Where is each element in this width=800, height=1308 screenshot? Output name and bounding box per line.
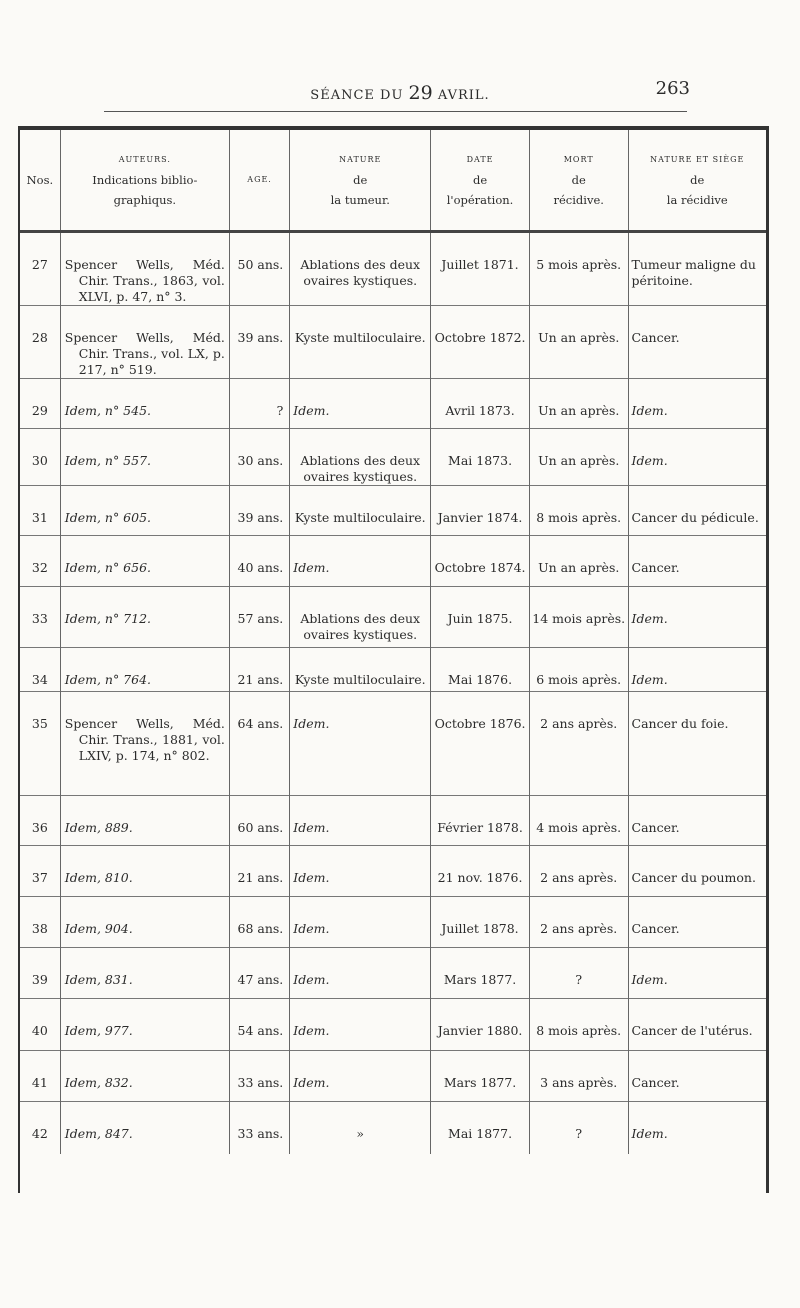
col-tumor-cap: NATURE xyxy=(339,155,382,164)
cell-author-reference xyxy=(60,536,229,587)
recurrence-site-text: Idem. xyxy=(631,1126,668,1141)
author-reference-text: Idem, 889. xyxy=(64,820,133,835)
cell-operation-date xyxy=(431,648,530,692)
operation-date-text: Mai 1876. xyxy=(448,672,513,687)
cell-author-reference xyxy=(60,1051,229,1102)
cell-case-number xyxy=(20,232,60,306)
cell-tumor-nature xyxy=(290,379,431,429)
cell-case-number xyxy=(20,486,60,536)
col-date-line2: l'opération. xyxy=(446,193,514,207)
cell-operation-date xyxy=(431,1102,530,1154)
operation-date-text: Juillet 1871. xyxy=(441,257,519,272)
cell-recurrence-site xyxy=(628,999,766,1051)
cell-death-from-recurrence xyxy=(529,648,628,692)
table-row xyxy=(20,1102,766,1154)
tumor-nature-text: Idem. xyxy=(293,560,330,575)
author-reference-text: Idem, n° 557. xyxy=(64,453,152,468)
cell-operation-date xyxy=(431,379,530,429)
author-reference-text: Spencer Wells, Méd. Chir. Trans., 1881, vol. LXIV, p. 174, n° 802. xyxy=(64,716,225,763)
title-prefix: SÉANCE DU xyxy=(310,88,409,103)
cell-operation-date xyxy=(431,796,530,846)
case-number-text: 38 xyxy=(31,921,48,936)
recurrence-site-text: Cancer de l'utérus. xyxy=(631,1023,753,1038)
author-reference-text: Idem, n° 545. xyxy=(64,403,152,418)
operation-date-text: Janvier 1874. xyxy=(437,510,523,525)
operation-date-text: Février 1878. xyxy=(437,820,523,835)
page-number: 263 xyxy=(655,78,690,99)
author-reference-text: Idem, 831. xyxy=(64,972,133,987)
recurrence-site-text: Cancer du poumon. xyxy=(631,870,756,885)
col-header-num xyxy=(20,130,60,232)
death-from-recurrence-text: 14 mois après. xyxy=(532,611,626,626)
tumor-nature-text: Kyste multiloculaire. xyxy=(294,330,426,345)
cell-patient-age xyxy=(229,587,289,648)
cell-author-reference xyxy=(60,587,229,648)
operation-date-text: Mai 1873. xyxy=(448,453,513,468)
col-header-age xyxy=(229,130,289,232)
tumor-nature-text: » xyxy=(356,1126,365,1141)
death-from-recurrence-text: ? xyxy=(575,972,583,987)
operation-date-text: Juin 1875. xyxy=(447,611,513,626)
cell-tumor-nature xyxy=(290,1051,431,1102)
death-from-recurrence-text: Un an après. xyxy=(538,403,620,418)
operation-date-text: Mars 1877. xyxy=(443,972,517,987)
death-from-recurrence-text: 4 mois après. xyxy=(536,820,622,835)
patient-age-text: 54 ans. xyxy=(237,1023,284,1038)
tumor-nature-text: Ablations des deux ovaires kystiques. xyxy=(300,453,421,484)
tumor-nature-text: Ablations des deux ovaires kystiques. xyxy=(300,611,421,642)
death-from-recurrence-text: 2 ans après. xyxy=(540,921,618,936)
table-row xyxy=(20,429,766,486)
cell-author-reference xyxy=(60,796,229,846)
case-number-text: 39 xyxy=(31,972,48,987)
death-from-recurrence-text: ? xyxy=(575,1126,583,1141)
cell-recurrence-site xyxy=(628,429,766,486)
cell-patient-age xyxy=(229,306,289,379)
cell-author-reference xyxy=(60,232,229,306)
cell-case-number xyxy=(20,692,60,796)
cases-table-frame xyxy=(18,126,769,1193)
table-row xyxy=(20,796,766,846)
patient-age-text: 57 ans. xyxy=(237,611,284,626)
cell-tumor-nature xyxy=(290,648,431,692)
col-recurrence-cap: NATURE ET SIÈGE xyxy=(650,155,745,164)
cell-recurrence-site xyxy=(628,897,766,948)
cell-author-reference xyxy=(60,948,229,999)
table-row xyxy=(20,486,766,536)
cell-author-reference xyxy=(60,846,229,897)
table-row xyxy=(20,232,766,306)
cell-case-number xyxy=(20,1102,60,1154)
death-from-recurrence-text: 8 mois après. xyxy=(536,510,622,525)
author-reference-text: Idem, n° 605. xyxy=(64,510,152,525)
case-number-text: 36 xyxy=(31,820,48,835)
cell-patient-age xyxy=(229,232,289,306)
cell-recurrence-site xyxy=(628,692,766,796)
cell-operation-date xyxy=(431,486,530,536)
cell-case-number xyxy=(20,587,60,648)
table-body xyxy=(20,232,766,1154)
cell-case-number xyxy=(20,846,60,897)
recurrence-site-text: Idem. xyxy=(631,611,668,626)
cell-author-reference xyxy=(60,648,229,692)
cell-recurrence-site xyxy=(628,232,766,306)
author-reference-text: Idem, 977. xyxy=(64,1023,133,1038)
death-from-recurrence-text: 2 ans après. xyxy=(540,870,618,885)
col-header-tumor xyxy=(290,130,431,232)
col-date-cap: DATE xyxy=(466,155,494,164)
cell-patient-age xyxy=(229,948,289,999)
death-from-recurrence-text: 6 mois après. xyxy=(536,672,622,687)
operation-date-text: Mai 1877. xyxy=(448,1126,513,1141)
author-reference-text: Idem, n° 712. xyxy=(64,611,152,626)
cell-operation-date xyxy=(431,429,530,486)
cell-patient-age xyxy=(229,796,289,846)
col-header-recurrence xyxy=(628,130,766,232)
cell-recurrence-site xyxy=(628,1051,766,1102)
death-from-recurrence-text: 2 ans après. xyxy=(540,716,618,731)
cell-case-number xyxy=(20,379,60,429)
patient-age-text: 47 ans. xyxy=(237,972,284,987)
cell-case-number xyxy=(20,306,60,379)
cell-death-from-recurrence xyxy=(529,379,628,429)
recurrence-site-text: Cancer. xyxy=(631,330,680,345)
cell-tumor-nature xyxy=(290,486,431,536)
case-number-text: 40 xyxy=(31,1023,48,1038)
col-num-label: Nos. xyxy=(26,173,54,187)
author-reference-text: Idem, 904. xyxy=(64,921,133,936)
cell-author-reference xyxy=(60,1102,229,1154)
table-row xyxy=(20,1051,766,1102)
cell-case-number xyxy=(20,796,60,846)
col-recurrence-line2: la récidive xyxy=(666,193,728,207)
cell-death-from-recurrence xyxy=(529,306,628,379)
cell-author-reference xyxy=(60,486,229,536)
tumor-nature-text: Idem. xyxy=(293,870,330,885)
cases-table xyxy=(20,130,766,1154)
case-number-text: 27 xyxy=(31,257,48,272)
cell-recurrence-site xyxy=(628,648,766,692)
col-header-date xyxy=(431,130,530,232)
author-reference-text: Idem, 810. xyxy=(64,870,133,885)
tumor-nature-text: Idem. xyxy=(293,1075,330,1090)
cell-patient-age xyxy=(229,648,289,692)
operation-date-text: Avril 1873. xyxy=(445,403,515,418)
recurrence-site-text: Idem. xyxy=(631,672,668,687)
table-row xyxy=(20,587,766,648)
cell-tumor-nature xyxy=(290,692,431,796)
col-death-line2: récidive. xyxy=(553,193,604,207)
cell-operation-date xyxy=(431,897,530,948)
author-reference-text: Idem, n° 764. xyxy=(64,672,152,687)
cell-death-from-recurrence xyxy=(529,999,628,1051)
recurrence-site-text: Idem. xyxy=(631,972,668,987)
table-row xyxy=(20,846,766,897)
cell-case-number xyxy=(20,429,60,486)
author-reference-text: Idem, n° 656. xyxy=(64,560,152,575)
patient-age-text: 39 ans. xyxy=(237,510,284,525)
table-row xyxy=(20,692,766,796)
operation-date-text: Janvier 1880. xyxy=(437,1023,523,1038)
case-number-text: 29 xyxy=(31,403,48,418)
patient-age-text: 33 ans. xyxy=(237,1075,284,1090)
recurrence-site-text: Cancer du foie. xyxy=(631,716,729,731)
table-row xyxy=(20,948,766,999)
cell-author-reference xyxy=(60,692,229,796)
cell-tumor-nature xyxy=(290,536,431,587)
cell-death-from-recurrence xyxy=(529,692,628,796)
operation-date-text: Octobre 1872. xyxy=(434,330,526,345)
col-header-death xyxy=(529,130,628,232)
cell-recurrence-site xyxy=(628,379,766,429)
table-row xyxy=(20,306,766,379)
patient-age-text: 40 ans. xyxy=(237,560,284,575)
cell-tumor-nature xyxy=(290,948,431,999)
recurrence-site-text: Cancer. xyxy=(631,560,680,575)
case-number-text: 37 xyxy=(31,870,48,885)
operation-date-text: Octobre 1874. xyxy=(434,560,526,575)
cell-tumor-nature xyxy=(290,306,431,379)
operation-date-text: 21 nov. 1876. xyxy=(437,870,523,885)
cell-author-reference xyxy=(60,429,229,486)
title-suffix: AVRIL. xyxy=(432,88,490,103)
col-authors-line2: graphiqus. xyxy=(113,193,177,207)
cell-patient-age xyxy=(229,999,289,1051)
cell-tumor-nature xyxy=(290,897,431,948)
cell-patient-age xyxy=(229,429,289,486)
cell-patient-age xyxy=(229,897,289,948)
tumor-nature-text: Idem. xyxy=(293,403,330,418)
cell-operation-date xyxy=(431,692,530,796)
patient-age-text: 64 ans. xyxy=(237,716,284,731)
cell-recurrence-site xyxy=(628,587,766,648)
cell-operation-date xyxy=(431,999,530,1051)
col-death-cap: MORT xyxy=(563,155,594,164)
cell-operation-date xyxy=(431,306,530,379)
table-row xyxy=(20,379,766,429)
table-row xyxy=(20,648,766,692)
operation-date-text: Juillet 1878. xyxy=(441,921,519,936)
cell-death-from-recurrence xyxy=(529,429,628,486)
cell-recurrence-site xyxy=(628,486,766,536)
tumor-nature-text: Kyste multiloculaire. xyxy=(294,672,426,687)
case-number-text: 31 xyxy=(31,510,48,525)
case-number-text: 30 xyxy=(31,453,48,468)
tumor-nature-text: Idem. xyxy=(293,921,330,936)
cell-patient-age xyxy=(229,536,289,587)
col-authors-cap: AUTEURS. xyxy=(118,155,171,164)
cell-death-from-recurrence xyxy=(529,232,628,306)
title-day: 29 xyxy=(408,82,433,104)
cell-author-reference xyxy=(60,379,229,429)
tumor-nature-text: Idem. xyxy=(293,972,330,987)
patient-age-text: 50 ans. xyxy=(237,257,284,272)
author-reference-text: Idem, 847. xyxy=(64,1126,133,1141)
tumor-nature-text: Idem. xyxy=(293,820,330,835)
col-tumor-line1: de xyxy=(353,173,368,187)
cell-patient-age xyxy=(229,1051,289,1102)
cell-death-from-recurrence xyxy=(529,1102,628,1154)
cell-tumor-nature xyxy=(290,796,431,846)
patient-age-text: 33 ans. xyxy=(237,1126,284,1141)
cell-operation-date xyxy=(431,232,530,306)
cell-tumor-nature xyxy=(290,1102,431,1154)
death-from-recurrence-text: 3 ans après. xyxy=(540,1075,618,1090)
cell-case-number xyxy=(20,897,60,948)
cell-patient-age xyxy=(229,486,289,536)
death-from-recurrence-text: Un an après. xyxy=(538,453,620,468)
death-from-recurrence-text: Un an après. xyxy=(538,330,620,345)
cell-death-from-recurrence xyxy=(529,897,628,948)
cell-case-number xyxy=(20,1051,60,1102)
patient-age-text: 39 ans. xyxy=(237,330,284,345)
cell-death-from-recurrence xyxy=(529,846,628,897)
case-number-text: 33 xyxy=(31,611,48,626)
tumor-nature-text: Ablations des deux ovaires kystiques. xyxy=(300,257,421,288)
col-recurrence-line1: de xyxy=(690,173,705,187)
cell-recurrence-site xyxy=(628,948,766,999)
patient-age-text: ? xyxy=(276,403,284,418)
cell-case-number xyxy=(20,948,60,999)
case-number-text: 34 xyxy=(31,672,48,687)
table-row xyxy=(20,897,766,948)
col-header-authors xyxy=(60,130,229,232)
recurrence-site-text: Cancer. xyxy=(631,921,680,936)
cell-death-from-recurrence xyxy=(529,486,628,536)
recurrence-site-text: Cancer. xyxy=(631,1075,680,1090)
author-reference-text: Spencer Wells, Méd. Chir. Trans., 1863, vol. XLVI, p. 47, n° 3. xyxy=(64,257,225,304)
cell-operation-date xyxy=(431,587,530,648)
cell-patient-age xyxy=(229,846,289,897)
death-from-recurrence-text: Un an après. xyxy=(538,560,620,575)
tumor-nature-text: Kyste multiloculaire. xyxy=(294,510,426,525)
table-row xyxy=(20,999,766,1051)
cell-operation-date xyxy=(431,536,530,587)
cell-patient-age xyxy=(229,692,289,796)
cell-case-number xyxy=(20,999,60,1051)
cell-recurrence-site xyxy=(628,1102,766,1154)
cell-recurrence-site xyxy=(628,536,766,587)
cell-operation-date xyxy=(431,948,530,999)
cell-case-number xyxy=(20,536,60,587)
cell-tumor-nature xyxy=(290,999,431,1051)
recurrence-site-text: Idem. xyxy=(631,453,668,468)
recurrence-site-text: Cancer. xyxy=(631,820,680,835)
header-rule xyxy=(104,111,687,112)
author-reference-text: Spencer Wells, Méd. Chir. Trans., vol. LX, p. 217, n° 519. xyxy=(64,330,225,377)
recurrence-site-text: Idem. xyxy=(631,403,668,418)
cell-recurrence-site xyxy=(628,306,766,379)
cell-recurrence-site xyxy=(628,846,766,897)
cell-author-reference xyxy=(60,306,229,379)
cell-case-number xyxy=(20,648,60,692)
operation-date-text: Mars 1877. xyxy=(443,1075,517,1090)
col-age-cap: AGE. xyxy=(247,175,272,184)
tumor-nature-text: Idem. xyxy=(293,716,330,731)
cell-operation-date xyxy=(431,846,530,897)
death-from-recurrence-text: 8 mois après. xyxy=(536,1023,622,1038)
cell-death-from-recurrence xyxy=(529,1051,628,1102)
cell-tumor-nature xyxy=(290,587,431,648)
case-number-text: 42 xyxy=(31,1126,48,1141)
cell-recurrence-site xyxy=(628,796,766,846)
table-row xyxy=(20,536,766,587)
recurrence-site-text: Tumeur maligne du péritoine. xyxy=(631,257,756,288)
cell-patient-age xyxy=(229,1102,289,1154)
col-death-line1: de xyxy=(571,173,586,187)
col-authors-line1: Indications biblio- xyxy=(92,173,198,187)
col-tumor-line2: la tumeur. xyxy=(330,193,390,207)
death-from-recurrence-text: 5 mois après. xyxy=(536,257,622,272)
patient-age-text: 21 ans. xyxy=(237,672,284,687)
cell-operation-date xyxy=(431,1051,530,1102)
case-number-text: 28 xyxy=(31,330,48,345)
cell-tumor-nature xyxy=(290,429,431,486)
patient-age-text: 68 ans. xyxy=(237,921,284,936)
cell-death-from-recurrence xyxy=(529,796,628,846)
cell-death-from-recurrence xyxy=(529,948,628,999)
operation-date-text: Octobre 1876. xyxy=(434,716,526,731)
case-number-text: 41 xyxy=(31,1075,48,1090)
cell-tumor-nature xyxy=(290,232,431,306)
cell-author-reference xyxy=(60,897,229,948)
cell-tumor-nature xyxy=(290,846,431,897)
cell-death-from-recurrence xyxy=(529,536,628,587)
cell-author-reference xyxy=(60,999,229,1051)
patient-age-text: 21 ans. xyxy=(237,870,284,885)
case-number-text: 32 xyxy=(31,560,48,575)
author-reference-text: Idem, 832. xyxy=(64,1075,133,1090)
tumor-nature-text: Idem. xyxy=(293,1023,330,1038)
patient-age-text: 60 ans. xyxy=(237,820,284,835)
recurrence-site-text: Cancer du pédicule. xyxy=(631,510,759,525)
cell-death-from-recurrence xyxy=(529,587,628,648)
running-head xyxy=(0,76,800,104)
col-date-line1: de xyxy=(472,173,488,187)
cell-patient-age xyxy=(229,379,289,429)
case-number-text: 35 xyxy=(31,716,48,731)
patient-age-text: 30 ans. xyxy=(237,453,284,468)
table-header-row xyxy=(20,130,766,232)
